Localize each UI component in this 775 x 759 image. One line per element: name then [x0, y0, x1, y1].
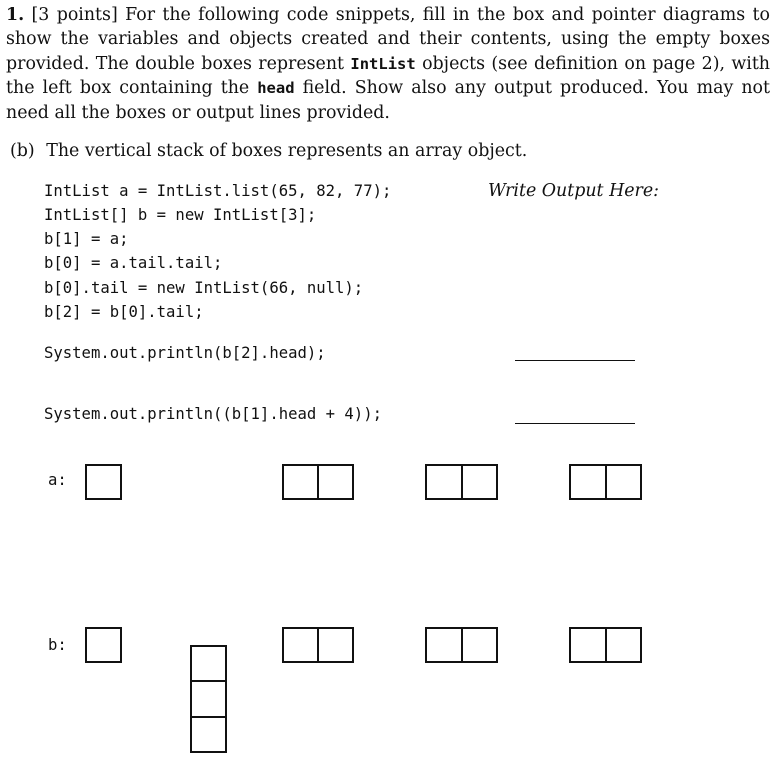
code-line-5: b[0].tail = new IntList(66, null); [44, 279, 364, 297]
intlist-box-row-a-3[interactable] [569, 464, 642, 500]
part-b-description: The vertical stack of boxes represents an array object. [46, 141, 528, 161]
intlist-box-row-b-3[interactable] [569, 627, 642, 663]
var-a-label: a: [48, 471, 67, 489]
print-statement-2: System.out.println((b[1].head + 4)); [44, 405, 382, 423]
array-cell-0[interactable] [192, 647, 225, 680]
question-text-2: objects (see definition on page 2), with the left box containing the [6, 53, 771, 99]
var-a-box[interactable] [85, 464, 122, 500]
intlist-box-row-b-2[interactable] [425, 627, 498, 663]
var-b-label: b: [48, 636, 67, 654]
code-line-3: b[1] = a; [44, 230, 129, 248]
write-output-label: Write Output Here: [488, 181, 659, 201]
output-line-2[interactable] [515, 423, 635, 424]
question-intro [6, 3, 770, 125]
array-stack [190, 645, 227, 753]
array-cell-1[interactable] [192, 680, 225, 715]
head-cell[interactable] [284, 466, 317, 498]
head-cell[interactable] [427, 466, 461, 498]
output-line-1[interactable] [515, 360, 635, 361]
head-cell[interactable] [427, 629, 461, 661]
array-cell-2[interactable] [192, 716, 225, 751]
tail-cell[interactable] [605, 466, 641, 498]
code-line-4: b[0] = a.tail.tail; [44, 254, 223, 272]
tail-cell[interactable] [317, 466, 352, 498]
code-line-2: IntList[] b = new IntList[3]; [44, 206, 317, 224]
head-cell[interactable] [571, 466, 605, 498]
tail-cell[interactable] [461, 466, 497, 498]
head-cell[interactable] [571, 629, 605, 661]
print-statement-1: System.out.println(b[2].head); [44, 344, 326, 362]
tail-cell[interactable] [317, 629, 352, 661]
question-text-1: For the following code snippets, fill in the box and pointer diagrams to show the variables and objects created and their contents, using the empty boxes provided. The double boxes represent [6, 5, 770, 74]
tail-cell[interactable] [461, 629, 497, 661]
head-term: head [257, 79, 295, 98]
part-b-label: (b) [10, 141, 35, 161]
question-points: [3 points] [31, 5, 118, 25]
question-text-3: field. Show also any output produced. You may not need all the boxes or output lines provided. [6, 78, 770, 123]
intlist-box-row-a-1[interactable] [282, 464, 354, 500]
code-line-6: b[2] = b[0].tail; [44, 303, 204, 321]
tail-cell[interactable] [605, 629, 641, 661]
intlist-box-row-a-2[interactable] [425, 464, 498, 500]
intlist-term: IntList [350, 54, 416, 73]
code-line-1: IntList a = IntList.list(65, 82, 77); [44, 182, 392, 200]
head-cell[interactable] [284, 629, 317, 661]
question-number: 1. [6, 5, 25, 25]
part-b-heading [10, 141, 527, 161]
intlist-box-row-b-1[interactable] [282, 627, 354, 663]
var-b-box[interactable] [85, 627, 122, 663]
